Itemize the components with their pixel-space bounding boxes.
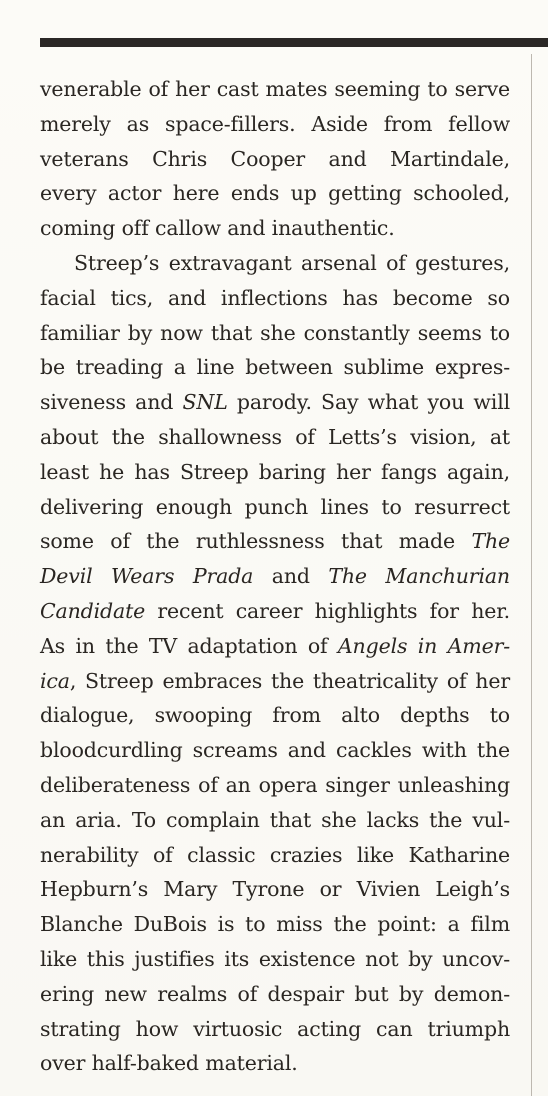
text-line [40,629,510,664]
text-line: nerability of classic crazies like Katharine [40,842,510,867]
text-line: deliberateness of an opera singer unleashing [40,772,510,797]
text-line: about the shallowness of Letts’s vision, at [40,424,510,449]
text-line: familiar by now that she constantly seems to [40,320,510,345]
italic-title: SNL [182,390,228,415]
text-line [40,664,510,699]
text-line: over half-baked material. [40,1051,298,1076]
italic-title: The Manchurian [328,564,510,589]
text-line: an aria. To complain that she lacks the vul- [40,807,510,832]
text-line: strating how virtuosic acting can triumph [40,1016,510,1041]
text-line: every actor here ends up getting schooled, [40,181,510,206]
text-line: Blanche DuBois is to miss the point: a film [40,912,510,937]
article-text [40,72,510,1081]
italic-title: Devil Wears Prada [40,564,254,589]
text-fragment: , Streep embraces the theatricality of her [69,668,510,693]
text-line: ering new realms of despair but by demon- [40,981,510,1006]
italic-title: ica [40,668,70,693]
italic-title: Angels in Amer- [337,633,510,658]
paragraph-2 [40,246,510,1081]
text-line: dialogue, swooping from alto depths to [40,703,510,728]
text-line: merely as space-fillers. Aside from fellow [40,111,510,136]
text-fragment: some of the ruthlessness that made [40,529,472,554]
text-line: veterans Chris Cooper and Martindale, [40,146,510,171]
paragraph-1 [40,72,510,246]
text-fragment: recent career highlights for her. [145,598,510,623]
text-line: like this justifies its existence not by uncov- [40,946,510,971]
text-line: least he has Streep baring her fangs again, [40,459,510,484]
text-fragment: As in the TV adaptation of [40,633,338,658]
text-line [40,559,510,594]
text-line [40,524,510,559]
text-line: venerable of her cast mates seeming to serve [40,77,510,101]
text-line [40,385,510,420]
text-fragment: siveness and [40,390,183,415]
text-fragment: and [253,564,329,589]
italic-title: The [471,529,510,554]
text-line: facial tics, and inflections has become so [40,285,510,310]
text-line: delivering enough punch lines to resurrect [40,494,510,519]
text-line [40,594,510,629]
column-rule [531,54,532,1096]
text-line: coming off callow and inauthentic. [40,216,395,241]
text-fragment: parody. Say what you will [227,390,511,415]
text-line: Streep’s extravagant arsenal of gestures, [74,250,510,275]
text-line: bloodcurdling screams and cackles with the [40,738,510,763]
top-rule [40,38,548,47]
italic-title: Candidate [40,598,146,623]
text-line: Hepburn’s Mary Tyrone or Vivien Leigh’s [40,877,510,902]
text-line: be treading a line between sublime expres- [40,355,510,380]
